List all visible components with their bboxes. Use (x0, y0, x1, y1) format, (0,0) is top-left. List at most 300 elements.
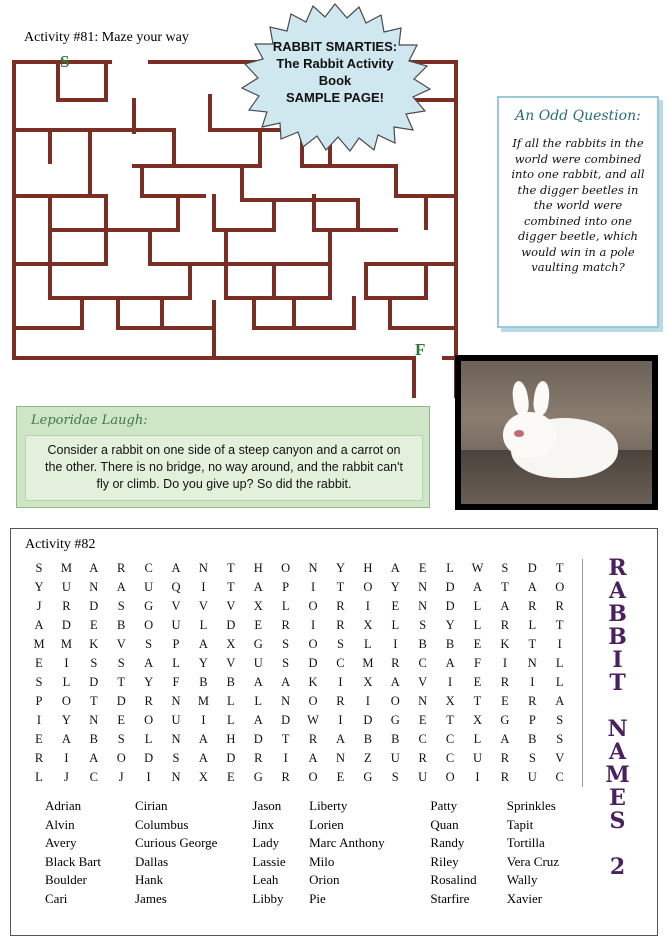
grid-cell: I (36, 713, 42, 727)
grid-cell: A (144, 656, 154, 670)
grid-cell: L (473, 618, 482, 632)
grid-cell: B (391, 732, 400, 746)
maze-wall (224, 296, 328, 300)
grid-cell: M (33, 637, 45, 651)
maze-wall (364, 262, 458, 266)
vertical-title-letter: A (608, 739, 628, 765)
grid-cell: B (363, 732, 373, 746)
grid-cell: N (198, 561, 208, 575)
grid-cell: B (418, 637, 427, 651)
maze-wall (116, 300, 120, 330)
grid-cell: N (335, 751, 345, 765)
maze-wall (300, 164, 396, 168)
grid-cell: B (445, 637, 455, 651)
maze-wall (352, 296, 356, 330)
grid-cell: P (172, 637, 180, 651)
grid-cell: N (281, 694, 291, 708)
maze-wall (272, 198, 276, 232)
grid-cell: Q (171, 580, 181, 594)
grid-cell: O (308, 770, 318, 784)
word-list-item: Starfire (430, 890, 470, 906)
maze-wall (252, 296, 256, 330)
grid-cell: D (253, 732, 263, 746)
grid-cell: R (391, 656, 400, 670)
grid-cell: A (198, 637, 208, 651)
odd-question-title: An Odd Question: (515, 108, 641, 124)
grid-cell: L (227, 713, 235, 727)
grid-cell: L (254, 694, 263, 708)
grid-cell: L (281, 599, 290, 613)
word-list-column (309, 797, 430, 909)
maze-wall (12, 128, 172, 132)
grid-cell: B (199, 675, 208, 689)
grid-cell: I (283, 751, 288, 765)
rabbit-photo (455, 355, 658, 510)
maze-wall (312, 194, 316, 232)
grid-cell: G (390, 713, 400, 727)
vertical-title-letter: 2 (609, 854, 627, 880)
grid-cell: O (116, 751, 126, 765)
grid-cell: N (418, 580, 428, 594)
maze-wall (88, 132, 92, 194)
grid-cell: U (527, 770, 537, 784)
grid-cell: O (363, 580, 373, 594)
grid-cell: A (527, 580, 537, 594)
maze-wall (272, 262, 276, 300)
maze-wall (212, 228, 272, 232)
maze-wall (140, 194, 206, 198)
maze-wall (208, 94, 212, 132)
grid-cell: D (116, 694, 126, 708)
grid-cell: U (472, 751, 483, 765)
rabbit-photo-image (461, 361, 652, 504)
grid-cell: C (418, 732, 427, 746)
grid-cell: O (555, 580, 565, 594)
grid-cell: U (390, 751, 400, 765)
word-list-item: Riley (430, 853, 459, 869)
grid-cell: A (500, 732, 510, 746)
wordsearch-panel (10, 528, 658, 936)
grid-cell: J (118, 770, 124, 784)
grid-cell: C (418, 656, 427, 670)
grid-cell: D (226, 751, 236, 765)
grid-cell: D (308, 656, 318, 670)
grid-cell: R (418, 751, 427, 765)
grid-cell: A (253, 675, 263, 689)
grid-cell: Z (364, 751, 372, 765)
grid-cell: M (60, 637, 72, 651)
grid-cell: U (171, 713, 181, 727)
grid-cell: I (475, 770, 480, 784)
word-list-item: Rosalind (430, 872, 477, 888)
grid-cell: T (473, 694, 482, 708)
grid-cell: A (61, 732, 71, 746)
maze-wall (252, 326, 352, 330)
grid-cell: E (418, 561, 427, 575)
grid-cell: P (282, 580, 290, 594)
sample-page-starburst (214, 2, 456, 152)
leporidae-laugh-body: Consider a rabbit on one side of a steep canyon and a carrot on the other. There is no bridge, no way around, and the rabbit can't fly or climb. Do you give up? So did the rabbit. (25, 435, 423, 501)
vertical-title-letter: M (605, 762, 631, 788)
grid-cell: M (60, 561, 72, 575)
leporidae-laugh-box (16, 406, 430, 508)
grid-cell: T (501, 580, 509, 594)
grid-cell: L (555, 656, 564, 670)
grid-cell: T (528, 637, 537, 651)
maze-wall (116, 326, 212, 330)
word-list-item: Alvin (45, 816, 75, 832)
grid-cell: S (391, 770, 399, 784)
grid-cell: E (336, 770, 345, 784)
grid-cell: O (445, 770, 455, 784)
vertical-title-letter (587, 695, 649, 718)
vertical-title-letter: S (609, 808, 627, 834)
grid-cell: I (448, 675, 453, 689)
grid-cell: Y (445, 618, 455, 632)
grid-cell: C (445, 732, 455, 746)
grid-cell: A (390, 675, 400, 689)
grid-row (23, 597, 576, 616)
word-list-item: Leah (252, 872, 279, 888)
wordsearch-vertical-title (587, 557, 649, 879)
vertical-title-letter: B (608, 624, 628, 650)
grid-cell: L (473, 599, 482, 613)
grid-cell: I (146, 770, 151, 784)
grid-cell: V (555, 751, 565, 765)
grid-cell: I (557, 637, 562, 651)
word-list-item: Xavier (506, 890, 543, 906)
grid-cell: T (117, 675, 126, 689)
grid-cell: F (172, 675, 180, 689)
word-list-item: Pie (309, 890, 326, 906)
word-list-item: Vera Cruz (506, 853, 560, 869)
grid-cell: R (144, 694, 153, 708)
grid-cell: O (308, 599, 318, 613)
grid-cell: K (500, 637, 510, 651)
grid-cell: N (89, 713, 99, 727)
grid-row (23, 654, 576, 673)
grid-cell: B (89, 732, 98, 746)
grid-cell: F (474, 656, 481, 670)
grid-cell: T (555, 618, 564, 632)
word-list-item: Marc Anthony (309, 835, 385, 851)
grid-cell: S (117, 732, 125, 746)
grid-cell: S (35, 675, 43, 689)
grid-cell: S (35, 561, 43, 575)
maze-wall (212, 194, 216, 232)
maze-wall (172, 128, 176, 168)
grid-cell: N (171, 770, 181, 784)
wordsearch-word-list (45, 797, 585, 909)
vertical-title-letter (587, 833, 649, 856)
grid-cell: O (390, 694, 400, 708)
grid-cell: R (336, 694, 345, 708)
grid-cell: C (336, 656, 345, 670)
grid-cell: K (308, 675, 318, 689)
grid-cell: L (172, 656, 180, 670)
maze-wall (148, 262, 328, 266)
word-list-item: Avery (45, 835, 77, 851)
grid-cell: L (446, 561, 454, 575)
grid-row (23, 616, 576, 635)
maze-wall (224, 228, 228, 300)
grid-cell: O (144, 713, 154, 727)
grid-cell: N (89, 580, 99, 594)
maze-wall (132, 98, 136, 134)
grid-cell: S (282, 637, 290, 651)
grid-cell: T (336, 580, 345, 594)
grid-cell: J (63, 770, 69, 784)
grid-cell: S (556, 732, 564, 746)
grid-cell: S (117, 599, 125, 613)
odd-question-body: If all the rabbits in the world were combined into one rabbit, and all the digger beetles in the world were combined into one digger beetle, which would win in a pole vaulting match? (511, 136, 645, 274)
grid-cell: O (61, 694, 71, 708)
grid-cell: E (254, 618, 263, 632)
grid-cell: R (555, 599, 564, 613)
odd-question-box (497, 96, 659, 328)
grid-row (23, 692, 576, 711)
grid-cell: I (365, 694, 370, 708)
grid-cell: L (473, 732, 482, 746)
grid-cell: G (253, 770, 263, 784)
grid-cell: S (501, 561, 509, 575)
maze-wall (12, 262, 108, 266)
word-list-item: Quan (430, 816, 459, 832)
grid-cell: R (254, 751, 263, 765)
maze-wall (176, 198, 180, 232)
grid-cell: N (171, 694, 181, 708)
grid-cell: A (500, 599, 510, 613)
grid-cell: Y (34, 580, 44, 594)
grid-cell: P (528, 713, 536, 727)
starburst-text (214, 38, 456, 106)
grid-cell: I (201, 580, 206, 594)
grid-cell: R (117, 561, 126, 575)
grid-cell: D (527, 561, 537, 575)
maze-wall (356, 198, 360, 232)
grid-cell: V (418, 675, 428, 689)
grid-row (23, 559, 576, 578)
grid-cell: X (226, 637, 236, 651)
wordsearch-grid (23, 559, 583, 787)
grid-cell: G (363, 770, 373, 784)
grid-cell: T (227, 580, 235, 594)
word-list-item: Lorien (309, 816, 344, 832)
maze-wall (188, 262, 192, 300)
grid-cell: O (281, 561, 291, 575)
starburst-line-4: SAMPLE PAGE! (286, 90, 384, 105)
maze-wall (240, 198, 360, 202)
grid-cell: A (253, 580, 263, 594)
grid-cell: T (89, 694, 98, 708)
leporidae-laugh-title: Leporidae Laugh: (31, 413, 148, 428)
word-list-item: James (135, 890, 167, 906)
grid-cell: M (362, 656, 374, 670)
word-list-item: Patty (430, 798, 458, 813)
grid-cell: H (226, 732, 236, 746)
word-list-column (45, 797, 135, 909)
grid-row (23, 578, 576, 597)
grid-cell: D (445, 580, 455, 594)
grid-cell: H (253, 561, 263, 575)
word-list-item: Dallas (135, 853, 169, 869)
grid-cell: L (364, 637, 372, 651)
word-list-item: Tapit (506, 816, 534, 832)
grid-cell: O (144, 618, 154, 632)
grid-cell: V (226, 656, 236, 670)
grid-cell: T (227, 561, 235, 575)
word-list-item: Liberty (309, 798, 348, 813)
grid-cell: A (89, 561, 99, 575)
word-list-column (430, 797, 506, 909)
grid-cell: A (34, 618, 44, 632)
grid-cell: C (445, 751, 455, 765)
grid-cell: L (62, 675, 71, 689)
word-list-item: Lady (252, 835, 280, 851)
grid-cell: A (555, 694, 565, 708)
grid-cell: X (472, 713, 483, 727)
grid-cell: I (338, 675, 343, 689)
grid-cell: D (445, 599, 455, 613)
grid-cell: V (226, 599, 236, 613)
grid-cell: W (471, 561, 484, 575)
grid-cell: S (172, 751, 180, 765)
grid-cell: R (308, 732, 318, 746)
grid-cell: E (227, 770, 235, 784)
grid-cell: N (418, 694, 428, 708)
activity81-title: Activity #81: Maze your way (24, 30, 189, 45)
grid-cell: R (528, 599, 537, 613)
word-list-item: Tortilla (506, 835, 545, 851)
grid-cell: I (338, 713, 343, 727)
maze-wall (364, 262, 368, 300)
grid-cell: B (528, 732, 537, 746)
maze-wall (12, 194, 104, 198)
grid-cell: N (171, 732, 181, 746)
vertical-title-letter: R (608, 555, 628, 581)
maze-wall (364, 296, 424, 300)
grid-cell: U (61, 580, 71, 594)
starburst-line-2: The Rabbit Activity (276, 56, 394, 71)
maze-wall (424, 194, 428, 230)
word-list-item: Cirian (135, 798, 168, 813)
grid-cell: I (310, 618, 316, 632)
grid-cell: Y (198, 656, 208, 670)
maze-wall (80, 296, 84, 330)
grid-cell: A (198, 732, 208, 746)
grid-cell: R (281, 770, 290, 784)
grid-cell: L (227, 694, 235, 708)
grid-cell: E (35, 732, 43, 746)
grid-cell: X (363, 618, 373, 632)
word-list-item: Randy (430, 835, 465, 851)
grid-cell: R (500, 770, 510, 784)
maze-wall (148, 228, 152, 266)
grid-cell: U (253, 656, 263, 670)
grid-cell: L (555, 675, 564, 689)
grid-cell: V (171, 599, 181, 613)
word-list-item: Black Bart (45, 853, 101, 869)
grid-cell: L (144, 732, 153, 746)
vertical-title-letter: B (608, 601, 628, 627)
maze-finish-label: F (415, 340, 426, 359)
grid-cell: A (390, 561, 400, 575)
grid-cell: S (145, 637, 153, 651)
grid-cell: N (418, 599, 428, 613)
word-list-item: Boulder (45, 872, 87, 888)
maze-wall (48, 128, 52, 164)
grid-row (23, 673, 576, 692)
maze-wall (328, 228, 332, 300)
maze-wall (212, 300, 216, 358)
grid-cell: S (90, 656, 98, 670)
starburst-line-1: RABBIT SMARTIES: (272, 39, 398, 54)
grid-row (23, 730, 576, 749)
grid-cell: U (144, 580, 154, 594)
word-list-item: Columbus (135, 816, 189, 832)
maze-start-label: S (60, 52, 70, 71)
grid-cell: E (473, 637, 482, 651)
grid-cell: A (89, 751, 99, 765)
grid-cell: L (391, 618, 400, 632)
grid-cell: R (500, 675, 510, 689)
grid-cell: X (363, 675, 373, 689)
grid-cell: S (419, 618, 427, 632)
grid-cell: R (500, 618, 510, 632)
grid-cell: U (171, 618, 181, 632)
grid-row (23, 749, 576, 768)
grid-cell: U (418, 770, 428, 784)
grid-cell: X (198, 770, 208, 784)
grid-cell: G (144, 599, 154, 613)
word-list-item: Cari (45, 890, 68, 906)
word-list-column (135, 797, 252, 909)
word-list-column (252, 797, 309, 909)
grid-cell: R (528, 694, 537, 708)
maze-wall (140, 164, 144, 198)
word-list-item: Wally (506, 872, 538, 888)
grid-cell: T (446, 713, 454, 727)
grid-cell: D (281, 713, 291, 727)
grid-cell: K (89, 637, 99, 651)
grid-cell: R (336, 618, 345, 632)
grid-cell: A (253, 713, 263, 727)
word-list-item: Lassie (252, 853, 286, 869)
maze-wall (388, 300, 392, 330)
activity82-title: Activity #82 (25, 537, 96, 552)
grid-cell: A (116, 580, 126, 594)
grid-cell: J (36, 599, 42, 613)
grid-row (23, 768, 576, 787)
grid-cell: S (336, 637, 344, 651)
grid-cell: X (253, 599, 263, 613)
word-list-item: Curious George (135, 835, 218, 851)
grid-cell: E (89, 618, 98, 632)
grid-cell: P (35, 694, 43, 708)
maze-wall (48, 194, 52, 232)
grid-cell: Y (390, 580, 400, 594)
grid-cell: L (528, 618, 537, 632)
grid-cell: A (281, 675, 291, 689)
grid-cell: S (528, 751, 536, 765)
word-list-item: Milo (309, 853, 335, 869)
maze-wall (388, 326, 458, 330)
maze-wall (12, 326, 80, 330)
grid-cell: W (307, 713, 319, 727)
grid-cell: E (391, 599, 400, 613)
maze-wall (12, 60, 16, 360)
grid-cell: C (89, 770, 98, 784)
